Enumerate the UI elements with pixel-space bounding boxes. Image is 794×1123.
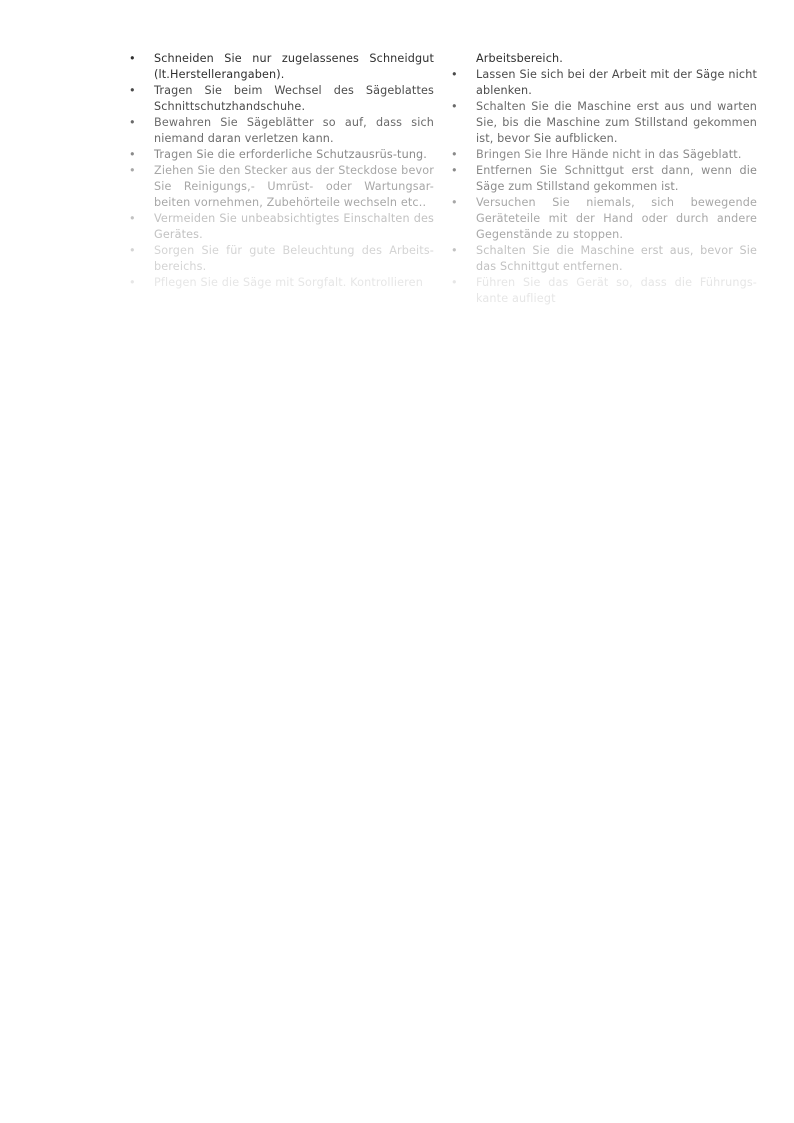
list-item-text: Tragen Sie beim Wechsel des Sägeblattes Schnittschutzhandschuhe. — [154, 84, 434, 113]
list-item — [129, 147, 434, 163]
list-item-text: Entfernen Sie Schnittgut erst dann, wenn die Säge zum Stillstand gekommen ist. — [476, 164, 757, 193]
list-item-text: Bewahren Sie Sägeblätter so auf, dass sich niemand daran verletzen kann. — [154, 116, 434, 145]
bullet-icon: • — [129, 244, 136, 257]
list-item — [129, 243, 434, 275]
bullet-icon: • — [451, 148, 458, 161]
bullet-icon: • — [129, 164, 136, 177]
bullet-icon: • — [451, 276, 458, 289]
list-item-continuation — [451, 51, 757, 67]
list-item — [451, 243, 757, 275]
list-item-text: Sorgen Sie für gute Beleuchtung des Arbeits-bereichs. — [154, 244, 434, 273]
bullet-icon: • — [451, 164, 458, 177]
list-item — [451, 67, 757, 99]
list-item — [129, 83, 434, 115]
bullet-icon: • — [451, 68, 458, 81]
bullet-icon: • — [129, 212, 136, 225]
list-item — [451, 195, 757, 243]
list-item-text: Vermeiden Sie unbeabsichtigtes Einschalten des Gerätes. — [154, 212, 434, 241]
list-item — [129, 163, 434, 211]
list-item — [451, 147, 757, 163]
bullet-icon: • — [129, 52, 136, 65]
list-item — [129, 275, 434, 291]
list-item-text: Lassen Sie sich bei der Arbeit mit der Säge nicht ablenken. — [476, 68, 757, 97]
list-item-text: Arbeitsbereich. — [476, 52, 563, 65]
bullet-icon: • — [129, 116, 136, 129]
list-item — [451, 163, 757, 195]
list-item-text: Schalten Sie die Maschine erst aus und warten Sie, bis die Maschine zum Stillstand gekommen ist, bevor Sie aufblicken. — [476, 100, 757, 145]
list-item-text: Bringen Sie Ihre Hände nicht in das Sägeblatt. — [476, 148, 742, 161]
list-item-text: Schalten Sie die Maschine erst aus, bevor Sie das Schnittgut entfernen. — [476, 244, 757, 273]
list-item — [451, 275, 757, 307]
bullet-icon: • — [451, 196, 458, 209]
list-item-text: Ziehen Sie den Stecker aus der Steckdose bevor Sie Reinigungs,- Umrüst- oder Wartungsar-beiten vornehmen, Zubehörteile wechseln etc.. — [154, 164, 434, 209]
list-item-text: Tragen Sie die erforderliche Schutzausrüs-tung. — [154, 148, 428, 161]
list-item-text: Versuchen Sie niemals, sich bewegende Geräteteile mit der Hand oder durch andere Gegenstände zu stoppen. — [476, 196, 757, 241]
left-column-list — [129, 51, 434, 291]
list-item — [129, 211, 434, 243]
bullet-icon: • — [129, 84, 136, 97]
list-item-text: Pflegen Sie die Säge mit Sorgfalt. Kontrollieren — [154, 276, 423, 289]
list-item — [129, 51, 434, 83]
list-item-text: Führen Sie das Gerät so, dass die Führungs-kante aufliegt — [476, 276, 757, 305]
right-column-list — [451, 51, 757, 307]
list-item — [129, 115, 434, 147]
bullet-icon: • — [129, 276, 136, 289]
list-item-text: Schneiden Sie nur zugelassenes Schneidgut (lt.Herstellerangaben). — [154, 52, 434, 81]
bullet-icon: • — [129, 148, 136, 161]
bullet-icon: • — [451, 100, 458, 113]
bullet-icon: • — [451, 244, 458, 257]
list-item — [451, 99, 757, 147]
